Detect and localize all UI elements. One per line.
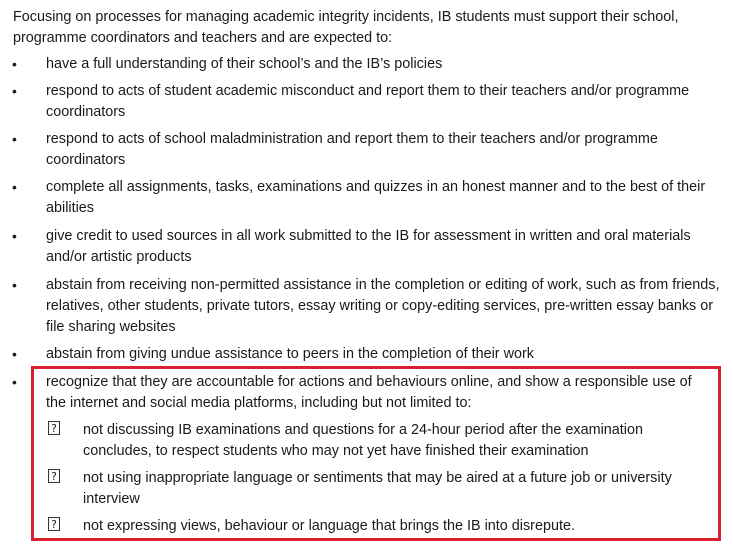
list-item-text: respond to acts of student academic misconduct and report them to their teachers and/or programme coordinators — [46, 83, 690, 120]
list-item-text: give credit to used sources in all work submitted to the IB for assessment in written and oral materials and/or artistic products — [46, 228, 691, 265]
list-item-text: complete all assignments, tasks, examinations and quizzes in an honest manner and to the best of their abilities — [46, 179, 706, 216]
bullet-icon: • — [12, 56, 17, 72]
bullet-icon: • — [12, 131, 17, 147]
missing-glyph-icon: ? — [48, 421, 60, 435]
missing-glyph-icon: ? — [48, 469, 60, 483]
bullet-icon: • — [12, 83, 17, 99]
bullet-icon: • — [12, 346, 17, 362]
bullet-icon: • — [12, 179, 17, 195]
bullet-icon: • — [12, 228, 17, 244]
list-item-text: respond to acts of school maladministration and report them to their teachers and/or programme coordinators — [46, 131, 658, 168]
sub-list-item-text: not discussing IB examinations and questions for a 24-hour period after the examination concludes, to respect students who may not yet have finished their examination — [83, 422, 643, 459]
highlight-box — [31, 366, 721, 541]
bullet-icon: • — [12, 277, 17, 293]
sub-list-item-text: not using inappropriate language or sentiments that may be aired at a future job or university interview — [83, 470, 672, 507]
sub-list-item-text: not expressing views, behaviour or language that brings the IB into disrepute. — [83, 518, 575, 534]
list-item-text: abstain from receiving non-permitted assistance in the completion or editing of work, such as from friends, relatives, other students, private tutors, essay writing or copy-editing services, pre-written essay banks or file sharing websites — [46, 277, 720, 335]
list-item-text: abstain from giving undue assistance to peers in the completion of their work — [46, 346, 534, 362]
bullet-icon: • — [12, 374, 17, 390]
list-item-text: have a full understanding of their school’s and the IB’s policies — [46, 56, 443, 72]
list-item-text: recognize that they are accountable for actions and behaviours online, and show a responsible use of the internet and social media platforms, including but not limited to: — [46, 374, 692, 411]
missing-glyph-icon: ? — [48, 517, 60, 531]
intro-paragraph: Focusing on processes for managing academic integrity incidents, IB students must support their school, programme coordinators and teachers and are expected to: — [13, 9, 679, 46]
